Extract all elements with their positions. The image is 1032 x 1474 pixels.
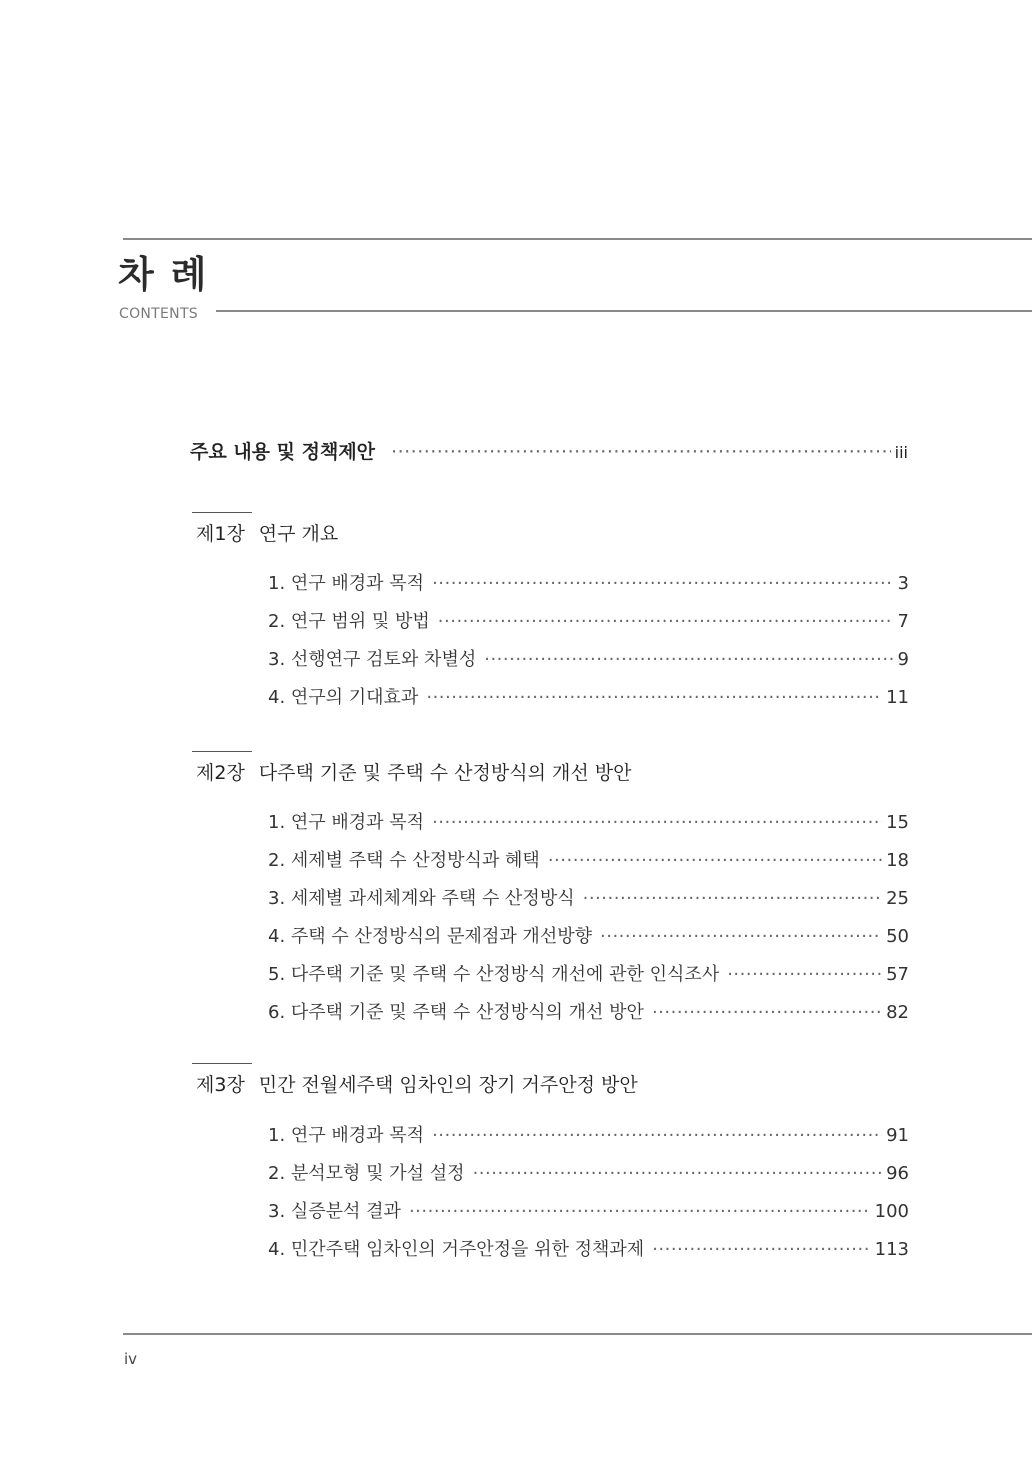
toc-entry-page: 18 [886,850,909,871]
toc-entry-page: 57 [886,964,909,985]
toc-entry[interactable] [268,814,909,832]
page-title: 차 례 [118,253,209,296]
toc-entry-page: 50 [886,926,909,947]
toc-entry-page: 9 [897,649,909,670]
toc-entry-label: 3. 실증분석 결과 [268,1201,401,1222]
toc-entry[interactable] [268,1004,909,1022]
toc-entry-label: 4. 민간주택 임차인의 거주안정을 위한 정책과제 [268,1239,645,1260]
dot-leader [583,890,882,908]
dot-leader [432,575,893,593]
toc-entry-page: 113 [874,1239,909,1260]
chapter-title: 연구 개요 [258,523,339,545]
toc-entry[interactable] [268,651,909,669]
chapter-title: 민간 전월세주택 임차인의 장기 거주안정 방안 [258,1074,638,1096]
toc-entry-page: 25 [886,888,909,909]
toc-entry[interactable] [268,1241,909,1259]
dot-leader [438,613,894,631]
dot-leader [432,814,882,832]
toc-entry-page: 7 [897,611,909,632]
chapter-title: 다주택 기준 및 주택 수 산정방식의 개선 방안 [258,762,632,784]
dot-leader [652,1241,870,1259]
toc-entry[interactable] [268,1203,909,1221]
toc-entry-label: 4. 주택 수 산정방식의 문제점과 개선방향 [268,926,592,947]
dot-leader [652,1004,882,1022]
toc-entry-page: 82 [886,1002,909,1023]
dot-leader [600,928,882,946]
dot-leader [409,1203,871,1221]
dot-leader [473,1165,883,1183]
toc-entry-label: 1. 연구 배경과 목적 [268,812,425,833]
chapter-rule [192,1063,252,1064]
toc-entry-page: 15 [886,812,909,833]
page-subtitle: CONTENTS [119,306,198,322]
toc-entry-label: 4. 연구의 기대효과 [268,687,419,708]
chapter-number: 제2장 [196,762,245,784]
toc-entry-label: 1. 연구 배경과 목적 [268,1125,425,1146]
page-number: iv [124,1350,138,1368]
toc-entry-label: 5. 다주택 기준 및 주택 수 산정방식 개선에 관한 인식조사 [268,964,720,985]
toc-entry[interactable] [268,1165,909,1183]
subtitle-rule [216,310,1032,312]
dot-leader [484,651,893,669]
dot-leader [426,689,882,707]
toc-entry-page: 11 [886,687,909,708]
chapter-rule [192,512,252,513]
footer-rule [123,1333,1032,1335]
toc-entry-label: 1. 연구 배경과 목적 [268,573,425,594]
dot-leader [727,966,882,984]
toc-entry[interactable] [268,613,909,631]
header-rule [123,238,1032,240]
toc-summary-label: 주요 내용 및 정책제안 [190,441,376,463]
chapter-number: 제1장 [196,523,245,545]
toc-entry-label: 3. 선행연구 검토와 차별성 [268,649,477,670]
toc-entry[interactable] [268,689,909,707]
toc-entry-label: 2. 세제별 주택 수 산정방식과 혜택 [268,850,540,871]
toc-entry[interactable] [268,575,909,593]
dot-leader [432,1127,882,1145]
dot-leader [391,443,891,462]
chapter-number: 제3장 [196,1074,245,1096]
toc-entry[interactable] [268,966,909,984]
chapter-heading[interactable] [196,525,338,544]
toc-entry-page: 3 [897,573,909,594]
toc-entry-page: 91 [886,1125,909,1146]
toc-entry[interactable] [268,852,909,870]
toc-entry-label: 3. 세제별 과세체계와 주택 수 산정방식 [268,888,575,909]
chapter-rule [192,751,252,752]
toc-entry-label: 6. 다주택 기준 및 주택 수 산정방식의 개선 방안 [268,1002,644,1023]
toc-summary-entry[interactable] [190,443,908,462]
toc-entry[interactable] [268,928,909,946]
chapter-heading[interactable] [196,764,631,783]
toc-entry-label: 2. 연구 범위 및 방법 [268,611,430,632]
toc-entry-page: 96 [886,1163,909,1184]
dot-leader [548,852,882,870]
toc-entry[interactable] [268,890,909,908]
toc-entry[interactable] [268,1127,909,1145]
chapter-heading[interactable] [196,1076,638,1095]
toc-entry-label: 2. 분석모형 및 가설 설정 [268,1163,465,1184]
toc-entry-page: 100 [874,1201,909,1222]
toc-summary-page: iii [894,443,908,462]
